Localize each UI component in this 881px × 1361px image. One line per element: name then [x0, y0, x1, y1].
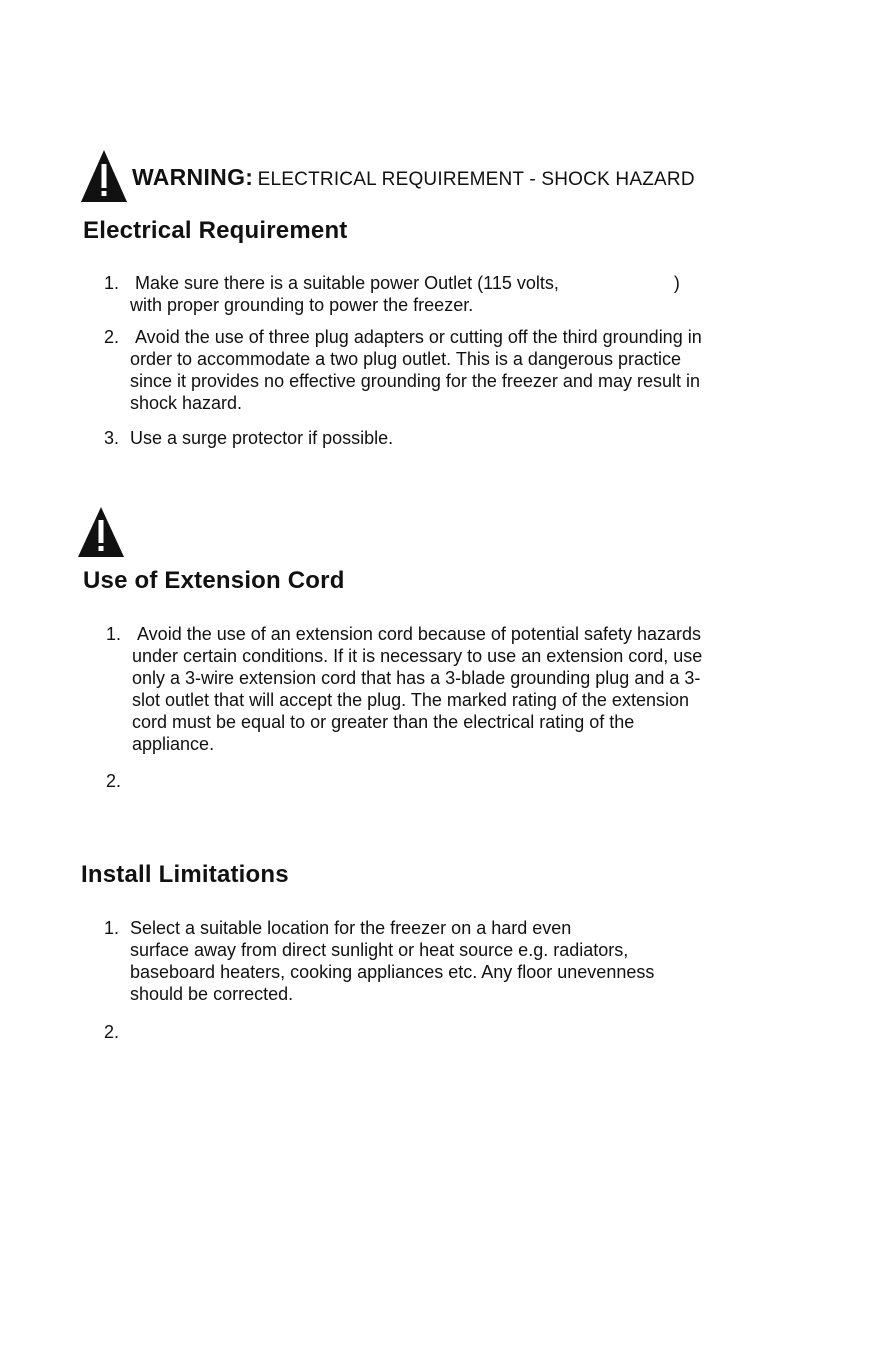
item-line: order to accommodate a two plug outlet. This is a dangerous practice	[130, 349, 681, 369]
item-number: 2.	[104, 327, 120, 347]
section-title-install: Install Limitations	[81, 861, 289, 888]
warning-triangle-icon	[78, 507, 124, 557]
item-number: 2.	[104, 1022, 120, 1042]
item-number: 2.	[106, 771, 122, 791]
item-number: 1.	[104, 273, 120, 293]
list-item	[106, 770, 121, 792]
item-line: shock hazard.	[130, 393, 243, 413]
warning-header	[132, 164, 695, 191]
item-line: should be corrected.	[130, 984, 294, 1004]
list-item	[106, 623, 806, 755]
section-title-electrical: Electrical Requirement	[83, 217, 348, 244]
item-line: Make sure there is a suitable power Outlet (115 volts, )	[135, 273, 680, 293]
item-line: baseboard heaters, cooking appliances etc. Any floor unevenness	[130, 962, 655, 982]
item-line: Avoid the use of three plug adapters or cutting off the third grounding in	[135, 327, 702, 347]
list-item	[104, 272, 804, 316]
list-item	[104, 326, 804, 414]
list-item	[104, 1021, 119, 1043]
item-line: since it provides no effective grounding for the freezer and may result in	[130, 371, 700, 391]
item-line: cord must be equal to or greater than the electrical rating of the	[132, 712, 635, 732]
item-line: with proper grounding to power the freezer.	[130, 295, 474, 315]
warning-text: ELECTRICAL REQUIREMENT - SHOCK HAZARD	[257, 169, 695, 190]
item-line: slot outlet that will accept the plug. The marked rating of the extension	[132, 690, 689, 710]
warning-triangle-icon	[81, 150, 127, 202]
item-line: only a 3-wire extension cord that has a 3-blade grounding plug and a 3-	[132, 668, 701, 688]
item-line: Use a surge protector if possible.	[130, 428, 394, 448]
item-number: 3.	[104, 428, 120, 448]
item-line: Select a suitable location for the freezer on a hard even	[130, 918, 572, 938]
item-line: appliance.	[132, 734, 215, 754]
list-item	[104, 917, 804, 1005]
warning-label: WARNING:	[132, 164, 254, 190]
item-number: 1.	[106, 624, 122, 644]
section-title-extension: Use of Extension Cord	[83, 567, 345, 594]
list-item	[104, 427, 804, 449]
item-number: 1.	[104, 918, 120, 938]
item-line: Avoid the use of an extension cord because of potential safety hazards	[137, 624, 702, 644]
item-line: under certain conditions. If it is necessary to use an extension cord, use	[132, 646, 703, 666]
item-line: surface away from direct sunlight or heat source e.g. radiators,	[130, 940, 629, 960]
